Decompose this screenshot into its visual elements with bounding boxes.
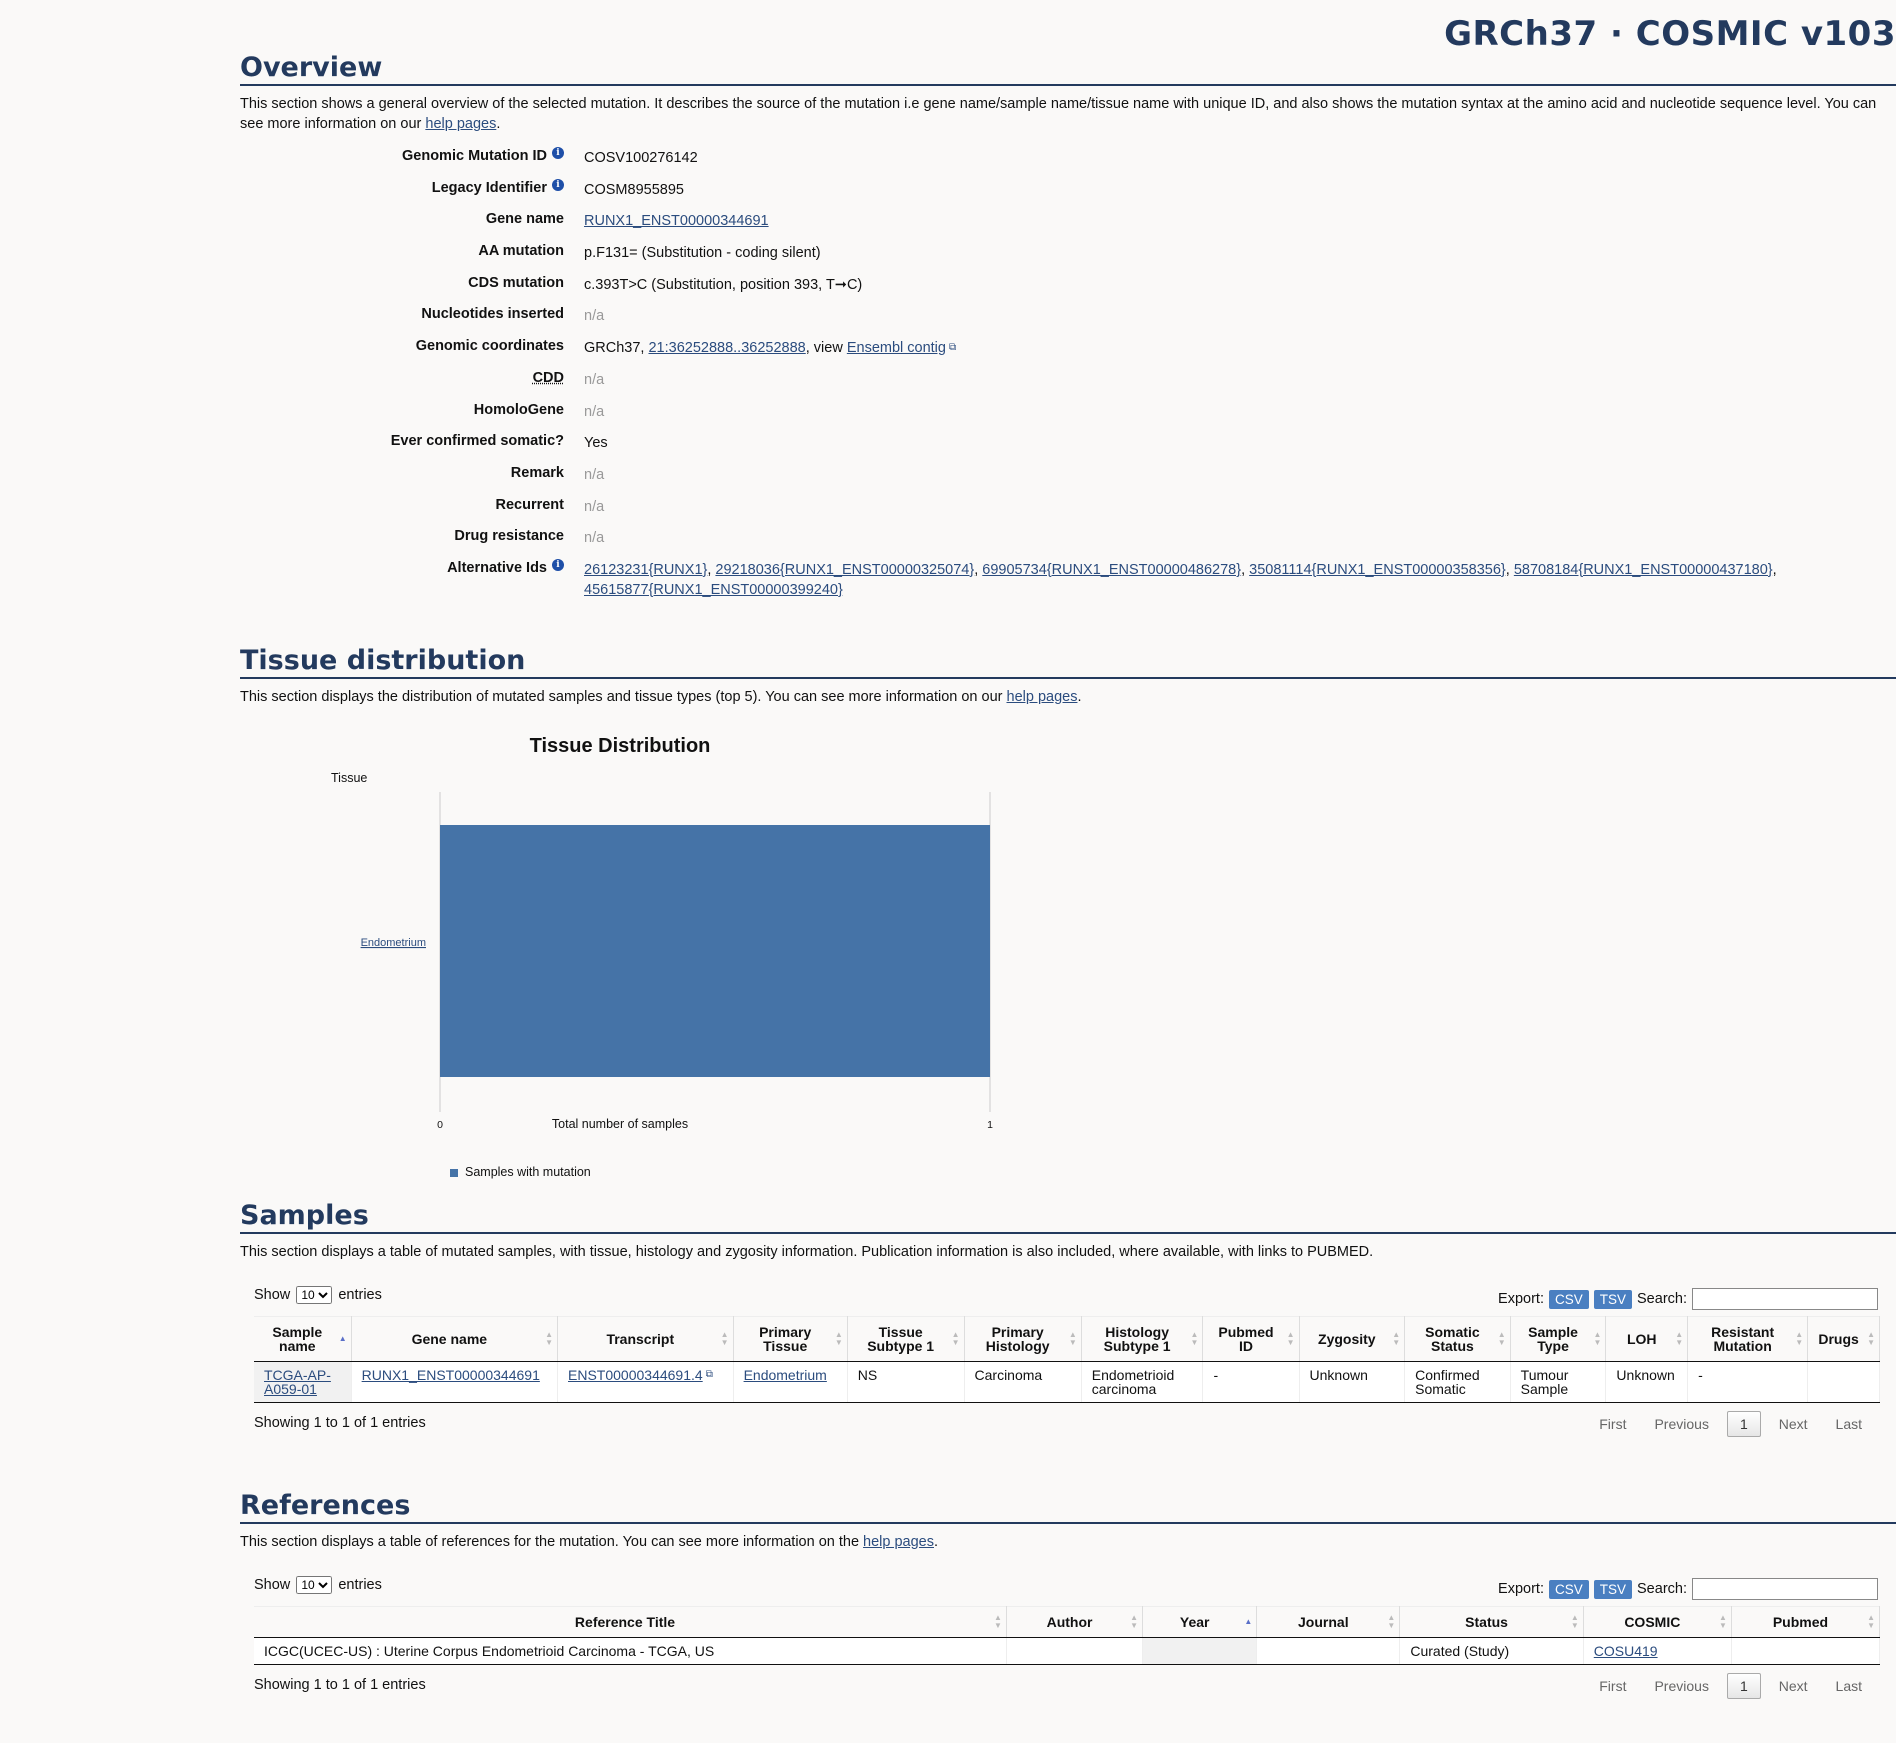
samples-table-controls xyxy=(240,1276,1896,1316)
cell-transcript xyxy=(558,1362,734,1403)
samples-export xyxy=(1498,1288,1878,1310)
info-icon[interactable]: i xyxy=(552,559,564,571)
references-table-controls xyxy=(240,1566,1896,1606)
coordinates-link[interactable]: 21:36252888..36252888 xyxy=(648,340,806,357)
col-label: Pubmed xyxy=(1772,1614,1829,1630)
samples-section xyxy=(240,1200,1896,1451)
references-page-length xyxy=(254,1576,382,1594)
tissue-description xyxy=(240,687,1896,707)
col-transcript[interactable] xyxy=(558,1317,734,1362)
tissue-help-link[interactable]: help pages xyxy=(1006,689,1078,705)
overview-help-link[interactable]: help pages xyxy=(425,116,497,132)
value-genomic-mutation-id: COSV100276142 xyxy=(584,150,698,166)
external-link-icon: ⧉ xyxy=(948,342,957,354)
value-cds-mutation: c.393T>C (Substitution, position 393, T➞C) xyxy=(584,276,863,293)
page-current-button[interactable]: 1 xyxy=(1727,1673,1761,1699)
col-cosmic[interactable] xyxy=(1583,1607,1731,1638)
legend-label: Samples with mutation xyxy=(465,1165,591,1179)
site-brand: GRCh37 · COSMIC v103 xyxy=(1444,14,1896,54)
samples-header-row xyxy=(254,1317,1880,1362)
col-sample-type[interactable] xyxy=(1510,1317,1606,1362)
row-ever-confirmed-somatic xyxy=(240,433,1896,465)
samples-table xyxy=(254,1316,1880,1403)
alt-id-link[interactable]: 69905734{RUNX1_ENST00000486278} xyxy=(982,561,1242,578)
page-first-button[interactable]: First xyxy=(1599,1416,1627,1432)
cell-cosmic xyxy=(1583,1638,1731,1665)
label-aa-mutation: AA mutation xyxy=(478,243,564,260)
label-text: Legacy Identifier xyxy=(431,179,547,196)
cell-pubmed-id: - xyxy=(1203,1362,1299,1403)
label-alternative-ids xyxy=(240,560,572,576)
cell-sample-name xyxy=(254,1362,351,1403)
sort-icon: ▲ ▼ xyxy=(834,1330,843,1347)
col-author[interactable] xyxy=(1006,1607,1142,1638)
sort-icon: ▲ ▼ xyxy=(1718,1613,1727,1630)
value-nucleotides-inserted: n/a xyxy=(584,308,605,325)
col-label: Pubmed ID xyxy=(1218,1324,1274,1354)
export-label: Export: xyxy=(1498,1581,1544,1597)
col-pubmed[interactable] xyxy=(1731,1607,1879,1638)
col-label: Journal xyxy=(1298,1614,1349,1630)
col-pubmed-id[interactable] xyxy=(1203,1317,1299,1362)
chart-title: Tissue Distribution xyxy=(529,735,711,757)
cell-pubmed xyxy=(1731,1638,1879,1665)
samples-search-input[interactable] xyxy=(1692,1288,1878,1310)
external-link-icon: ⧉ xyxy=(705,1369,713,1380)
cdd-abbr: CDD xyxy=(532,369,564,386)
search-label: Search: xyxy=(1637,1581,1687,1597)
references-table xyxy=(254,1606,1880,1665)
sort-icon: ▲ ▼ xyxy=(1867,1613,1875,1630)
show-label: Show xyxy=(254,1577,291,1593)
row-remark xyxy=(240,465,1896,497)
show-label: Show xyxy=(254,1287,291,1303)
samples-pagination xyxy=(1585,1411,1876,1437)
tissue-desc-text: This section displays the distribution of mutated samples and tissue types (top 5). You can see more information on our xyxy=(240,689,1007,705)
sort-icon: ▲ ▼ xyxy=(951,1330,960,1347)
col-loh[interactable] xyxy=(1606,1317,1688,1362)
value-homologene: n/a xyxy=(584,403,605,420)
cell-journal xyxy=(1257,1638,1400,1665)
export-tsv-button[interactable]: TSV xyxy=(1594,1290,1632,1309)
cell-reference-title: ICGC(UCEC-US) : Uterine Corpus Endometrioid Carcinoma - TCGA, US xyxy=(254,1638,1006,1665)
row-homologene xyxy=(240,402,1896,434)
row-recurrent xyxy=(240,497,1896,529)
cell-histology-subtype-1: Endometrioid carcinoma xyxy=(1081,1362,1203,1403)
sort-icon: ▲ ▼ xyxy=(1286,1330,1295,1347)
samples-page-length xyxy=(254,1286,382,1304)
col-label: Somatic Status xyxy=(1425,1324,1480,1354)
col-label: Transcript xyxy=(606,1331,675,1347)
chart-bar xyxy=(440,825,990,1077)
label-gene-name: Gene name xyxy=(485,211,564,228)
overview-desc-end: . xyxy=(496,116,501,132)
export-csv-button[interactable]: CSV xyxy=(1549,1580,1589,1599)
label-text: Genomic Mutation ID xyxy=(402,148,547,164)
col-label: Sample Type xyxy=(1528,1324,1578,1354)
cell-resistant-mutation: - xyxy=(1688,1362,1808,1403)
references-desc-end: . xyxy=(934,1534,939,1550)
cell-primary-tissue xyxy=(733,1362,847,1403)
row-cdd xyxy=(240,370,1896,402)
chart-x-tick-label: 0 xyxy=(437,1119,443,1131)
page-length-select[interactable] xyxy=(296,1286,332,1304)
cell-primary-histology: Carcinoma xyxy=(964,1362,1081,1403)
col-somatic-status[interactable] xyxy=(1405,1317,1511,1362)
row-drug-resistance xyxy=(240,528,1896,560)
cell-year xyxy=(1143,1638,1257,1665)
col-label: Status xyxy=(1465,1614,1508,1630)
value-aa-mutation: p.F131= (Substitution - coding silent) xyxy=(584,245,821,262)
table-row xyxy=(254,1638,1880,1665)
row-legacy-identifier xyxy=(240,180,1896,212)
sort-icon: ▲ ▼ xyxy=(1068,1330,1077,1347)
cell-zygosity: Unknown xyxy=(1299,1362,1405,1403)
value-alternative-ids: 26123231{RUNX1}, 29218036{RUNX1_ENST00000325074}, 69905734{RUNX1_ENST00000486278}, 35081114{RUNX1_ENST00000358356}, 58708184{RUNX1_ENST00000437180}, 45615877{RUNX1_ENST00000399240} xyxy=(584,561,1777,598)
cell-drugs xyxy=(1808,1362,1880,1403)
value-gene-name xyxy=(572,211,769,231)
overview-title: Overview xyxy=(240,52,1896,86)
cell-tissue-subtype-1: NS xyxy=(847,1362,964,1403)
export-tsv-button[interactable]: TSV xyxy=(1594,1580,1632,1599)
sort-icon: ▲ ▼ xyxy=(545,1330,554,1347)
value-drug-resistance: n/a xyxy=(584,530,605,547)
label-ever-confirmed-somatic: Ever confirmed somatic? xyxy=(390,433,564,450)
col-label: COSMIC xyxy=(1624,1614,1681,1630)
chart-x-tick-label: 1 xyxy=(987,1119,993,1131)
row-cds-mutation xyxy=(240,275,1896,307)
info-icon[interactable]: i xyxy=(552,179,564,191)
label-homologene: HomoloGene xyxy=(473,401,564,418)
sort-icon: ▲ ▼ xyxy=(1795,1330,1804,1347)
col-label: Drugs xyxy=(1818,1331,1859,1347)
sort-icon: ▲ ▼ xyxy=(1570,1613,1579,1630)
label-recurrent: Recurrent xyxy=(495,496,564,513)
page-first-button[interactable]: First xyxy=(1599,1678,1627,1694)
page-last-button[interactable]: Last xyxy=(1835,1416,1862,1432)
row-aa-mutation xyxy=(240,243,1896,275)
coord-middle: , view xyxy=(805,340,847,357)
sort-asc-icon: ▲ xyxy=(1244,1617,1253,1626)
info-icon[interactable]: i xyxy=(552,147,564,159)
page-next-button[interactable]: Next xyxy=(1778,1416,1808,1432)
label-remark: Remark xyxy=(510,464,564,481)
row-alternative-ids xyxy=(240,560,1896,600)
col-label: LOH xyxy=(1626,1331,1657,1347)
cell-loh: Unknown xyxy=(1606,1362,1688,1403)
col-status[interactable] xyxy=(1400,1607,1583,1638)
references-desc-text: This section displays a table of references for the mutation. You can see more information on the xyxy=(240,1534,864,1550)
page-previous-button[interactable]: Previous xyxy=(1654,1416,1709,1432)
col-label: Reference Title xyxy=(574,1614,676,1630)
references-section xyxy=(240,1490,1896,1713)
sort-icon: ▲ ▼ xyxy=(1387,1613,1396,1630)
sort-icon: ▲ ▼ xyxy=(994,1613,1002,1630)
col-primary-histology[interactable] xyxy=(964,1317,1081,1362)
col-label: Year xyxy=(1179,1614,1210,1630)
col-drugs[interactable] xyxy=(1808,1317,1880,1362)
value-recurrent: n/a xyxy=(584,498,605,515)
cell-sample-type: Tumour Sample xyxy=(1510,1362,1606,1403)
row-genomic-coordinates xyxy=(240,338,1896,370)
col-gene-name[interactable] xyxy=(351,1317,557,1362)
sort-icon: ▲ ▼ xyxy=(1593,1330,1602,1347)
col-primary-tissue[interactable] xyxy=(733,1317,847,1362)
sort-asc-icon: ▲ xyxy=(338,1334,347,1343)
samples-table-footer xyxy=(240,1411,1896,1451)
references-table-info: Showing 1 to 1 of 1 entries xyxy=(254,1677,426,1693)
row-gene-name xyxy=(240,211,1896,243)
cell-author xyxy=(1006,1638,1142,1665)
label-genomic-coordinates: Genomic coordinates xyxy=(415,338,564,355)
chart-y-axis-label: Tissue xyxy=(331,771,368,785)
value-legacy-identifier: COSM8955895 xyxy=(584,181,684,198)
label-legacy-identifier xyxy=(240,180,572,196)
cell-somatic-status: Confirmed Somatic xyxy=(1405,1362,1511,1403)
sort-icon: ▲ ▼ xyxy=(1130,1613,1139,1630)
col-journal[interactable] xyxy=(1257,1607,1400,1638)
tissue-desc-end: . xyxy=(1077,689,1082,705)
tissue-title: Tissue distribution xyxy=(240,645,1896,679)
sample-link[interactable]: TCGA-AP-A059-01 xyxy=(264,1367,331,1397)
tissue-link[interactable]: Endometrium xyxy=(743,1367,827,1383)
gene-link[interactable]: RUNX1_ENST00000344691 xyxy=(361,1367,540,1383)
alt-id-link[interactable]: 45615877{RUNX1_ENST00000399240} xyxy=(584,581,843,598)
samples-table-info: Showing 1 to 1 of 1 entries xyxy=(254,1415,426,1431)
alt-id-link[interactable]: 58708184{RUNX1_ENST00000437180} xyxy=(1513,561,1773,578)
label-cds-mutation: CDS mutation xyxy=(468,274,564,291)
tissue-section xyxy=(240,645,1896,1227)
transcript-link[interactable]: ENST00000344691.4 xyxy=(568,1367,703,1383)
overview-section xyxy=(240,52,1896,600)
samples-title: Samples xyxy=(240,1200,1896,1234)
entries-label: entries xyxy=(338,1287,382,1303)
col-label: Histology Subtype 1 xyxy=(1103,1324,1171,1354)
overview-description xyxy=(240,94,1896,134)
sort-icon: ▲ ▼ xyxy=(1867,1330,1875,1347)
page-previous-button[interactable]: Previous xyxy=(1654,1678,1709,1694)
value-cdd: n/a xyxy=(584,371,605,388)
col-label: Author xyxy=(1046,1614,1093,1630)
ensembl-contig-link[interactable]: Ensembl contig xyxy=(846,340,946,357)
references-search-input[interactable] xyxy=(1692,1578,1878,1600)
export-label: Export: xyxy=(1498,1291,1544,1307)
sort-icon: ▲ ▼ xyxy=(1392,1330,1401,1347)
legend-swatch xyxy=(450,1169,458,1177)
col-zygosity[interactable] xyxy=(1299,1317,1405,1362)
page-length-select[interactable] xyxy=(296,1576,332,1594)
cell-gene-name xyxy=(351,1362,557,1403)
sort-icon: ▲ ▼ xyxy=(1190,1330,1199,1347)
col-label: Primary Tissue xyxy=(759,1324,812,1354)
col-label: Sample name xyxy=(272,1324,323,1354)
col-tissue-subtype-1[interactable] xyxy=(847,1317,964,1362)
tissue-chart xyxy=(240,707,1896,1227)
overview-desc-text: This section shows a general overview of the selected mutation. It describes the source of the mutation i.e gene name/sample name/tissue name with unique ID, and also shows the mutation syntax at the amino acid and nucleotide sequence level. You can see more information on our xyxy=(240,96,1877,132)
label-nucleotides-inserted: Nucleotides inserted xyxy=(421,306,564,323)
references-title: References xyxy=(240,1490,1896,1524)
cosmic-study-link[interactable]: COSU419 xyxy=(1593,1643,1658,1659)
col-label: Zygosity xyxy=(1318,1331,1376,1347)
alt-id-link[interactable]: 35081114{RUNX1_ENST00000358356} xyxy=(1249,561,1506,578)
col-year[interactable] xyxy=(1143,1607,1257,1638)
value-remark: n/a xyxy=(584,466,605,483)
search-label: Search: xyxy=(1637,1291,1687,1307)
label-drug-resistance: Drug resistance xyxy=(454,528,564,545)
sort-icon: ▲ ▼ xyxy=(1497,1330,1506,1347)
sort-icon: ▲ ▼ xyxy=(720,1330,729,1347)
row-genomic-mutation-id xyxy=(240,148,1896,180)
references-table-footer xyxy=(240,1673,1896,1713)
entries-label: entries xyxy=(338,1577,382,1593)
col-label: Gene name xyxy=(411,1331,488,1347)
table-row xyxy=(254,1362,1880,1403)
col-resistant-mutation[interactable] xyxy=(1688,1317,1808,1362)
chart-category-label[interactable]: Endometrium xyxy=(360,937,426,949)
gene-name-link[interactable]: RUNX1_ENST00000344691 xyxy=(584,213,769,230)
col-histology-subtype-1[interactable] xyxy=(1081,1317,1203,1362)
label-cdd xyxy=(240,370,572,386)
label-text: Alternative Ids xyxy=(447,559,547,576)
sort-icon: ▲ ▼ xyxy=(1675,1330,1684,1347)
coord-prefix: GRCh37, xyxy=(584,340,649,357)
references-description xyxy=(240,1532,1896,1552)
chart-x-axis-label: Total number of samples xyxy=(551,1117,689,1131)
references-export xyxy=(1498,1578,1878,1600)
alt-id-link[interactable]: 29218036{RUNX1_ENST00000325074} xyxy=(715,561,975,578)
col-sample-name[interactable] xyxy=(254,1317,351,1362)
references-pagination xyxy=(1585,1673,1876,1699)
samples-description: This section displays a table of mutated samples, with tissue, histology and zygosity information. Publication information is also included, where available, with links to PUBMED. xyxy=(240,1244,1374,1260)
alt-id-link[interactable]: 26123231{RUNX1} xyxy=(584,561,708,578)
label-genomic-mutation-id xyxy=(240,148,572,164)
cell-status: Curated (Study) xyxy=(1400,1638,1583,1665)
col-reference-title[interactable] xyxy=(254,1607,1006,1638)
page-current-button[interactable]: 1 xyxy=(1727,1411,1761,1437)
row-nucleotides-inserted xyxy=(240,306,1896,338)
value-ever-confirmed-somatic: Yes xyxy=(584,435,608,452)
tissue-chart-svg xyxy=(240,707,1040,1187)
references-help-link[interactable]: help pages xyxy=(863,1534,934,1550)
export-csv-button[interactable]: CSV xyxy=(1549,1290,1589,1309)
page-last-button[interactable]: Last xyxy=(1835,1678,1862,1694)
col-label: Resistant Mutation xyxy=(1711,1324,1775,1354)
overview-details xyxy=(240,148,1896,600)
col-label: Tissue Subtype 1 xyxy=(867,1324,935,1354)
col-label: Primary Histology xyxy=(985,1324,1050,1354)
references-header-row xyxy=(254,1607,1880,1638)
page-next-button[interactable]: Next xyxy=(1778,1678,1808,1694)
value-genomic-coordinates xyxy=(572,338,956,358)
